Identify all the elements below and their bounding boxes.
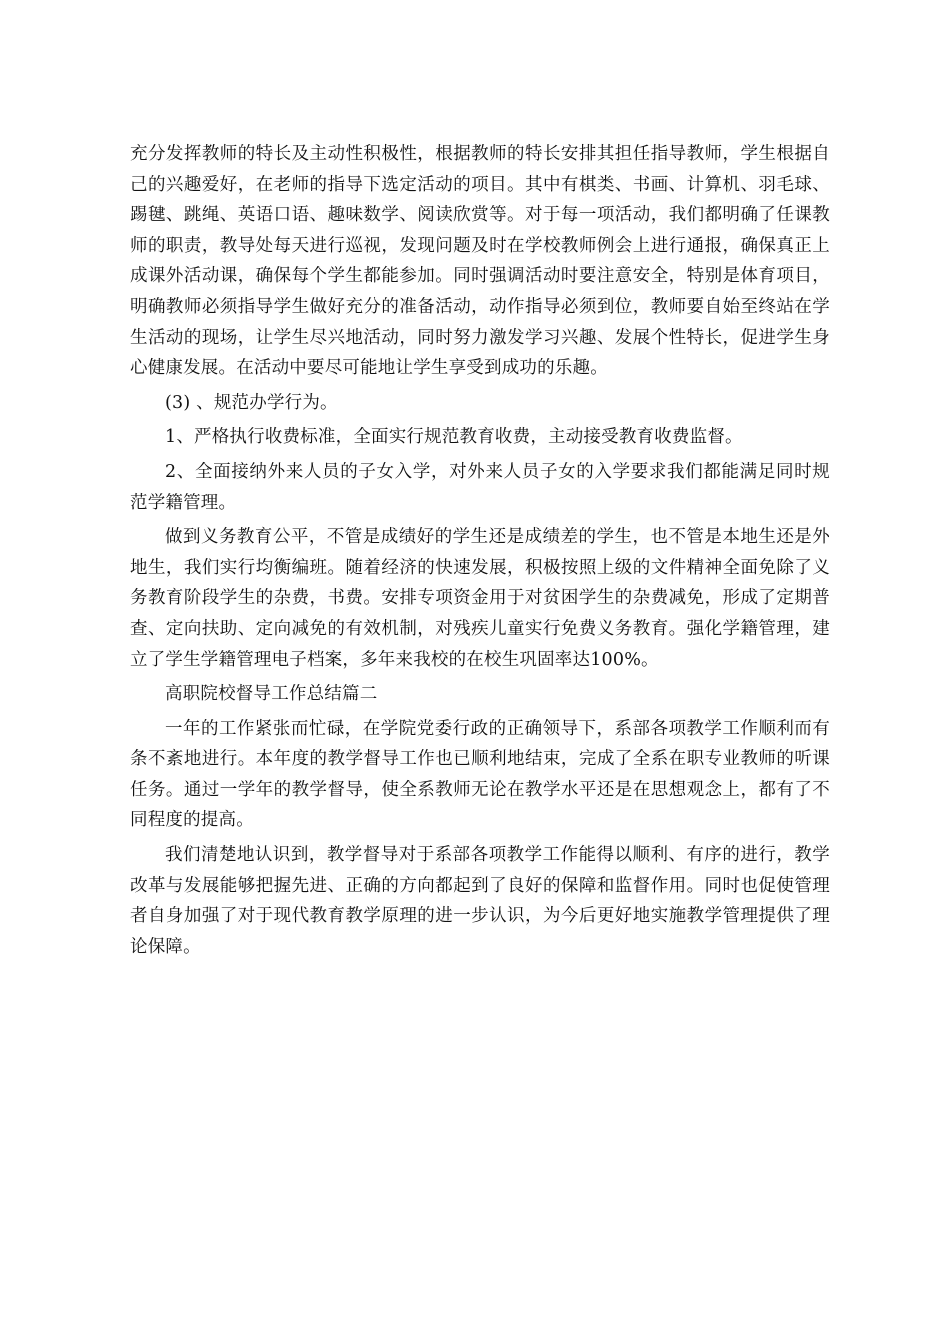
paragraph-2: (3) 、规范办学行为。	[165, 392, 338, 413]
document-body	[130, 139, 830, 966]
paragraph-5: 做到义务教育公平，不管是成绩好的学生还是成绩差的学生，也不管是本地生还是外地生，我们实行均衡编班。随着经济的快速发展，积极按照上级的文件精神全面免除了义务教育阶段学生的杂费，书费。安排专项资金用于对贫困学生的杂费减免，形成了定期普查、定向扶助、定向减免的有效机制，对残疾儿童实行免费义务教育。强化学籍管理，建立了学生学籍管理电子档案，多年来我校的在校生巩固率达100%。	[130, 527, 830, 670]
section-heading: 高职院校督导工作总结篇二	[165, 684, 378, 705]
paragraph-8: 我们清楚地认识到，教学督导对于系部各项教学工作能得以顺利、有序的进行，教学改革与发展能够把握先进、正确的方向都起到了良好的保障和监督作用。同时也促使管理者自身加强了对于现代教育教学原理的进一步认识，为今后更好地实施教学管理提供了理论保障。	[130, 845, 830, 957]
paragraph-4: 2、全面接纳外来人员的子女入学，对外来人员子女的入学要求我们都能满足同时规范学籍管理。	[130, 461, 830, 513]
paragraph-1: 充分发挥教师的特长及主动性积极性，根据教师的特长安排其担任指导教师，学生根据自己的兴趣爱好，在老师的指导下选定活动的项目。其中有棋类、书画、计算机、羽毛球、踢毽、跳绳、英语口语、趣味数学、阅读欣赏等。对于每一项活动，我们都明确了任课教师的职责，教导处每天进行巡视，发现问题及时在学校教师例会上进行通报，确保真正上成课外活动课，确保每个学生都能参加。同时强调活动时要注意安全，特别是体育项目，明确教师必须指导学生做好充分的准备活动，动作指导必须到位，教师要自始至终站在学生活动的现场，让学生尽兴地活动，同时努力激发学习兴趣、发展个性特长，促进学生身心健康发展。在活动中要尽可能地让学生享受到成功的乐趣。	[130, 144, 830, 379]
paragraph-7: 一年的工作紧张而忙碌，在学院党委行政的正确领导下，系部各项教学工作顺利而有条不紊地进行。本年度的教学督导工作也已顺利地结束，完成了全系在职专业教师的听课任务。通过一学年的教学督导，使全系教师无论在教学水平还是在思想观念上，都有了不同程度的提高。	[130, 718, 830, 831]
paragraph-3: 1、严格执行收费标准，全面实行规范教育收费，主动接受教育收费监督。	[165, 427, 743, 448]
